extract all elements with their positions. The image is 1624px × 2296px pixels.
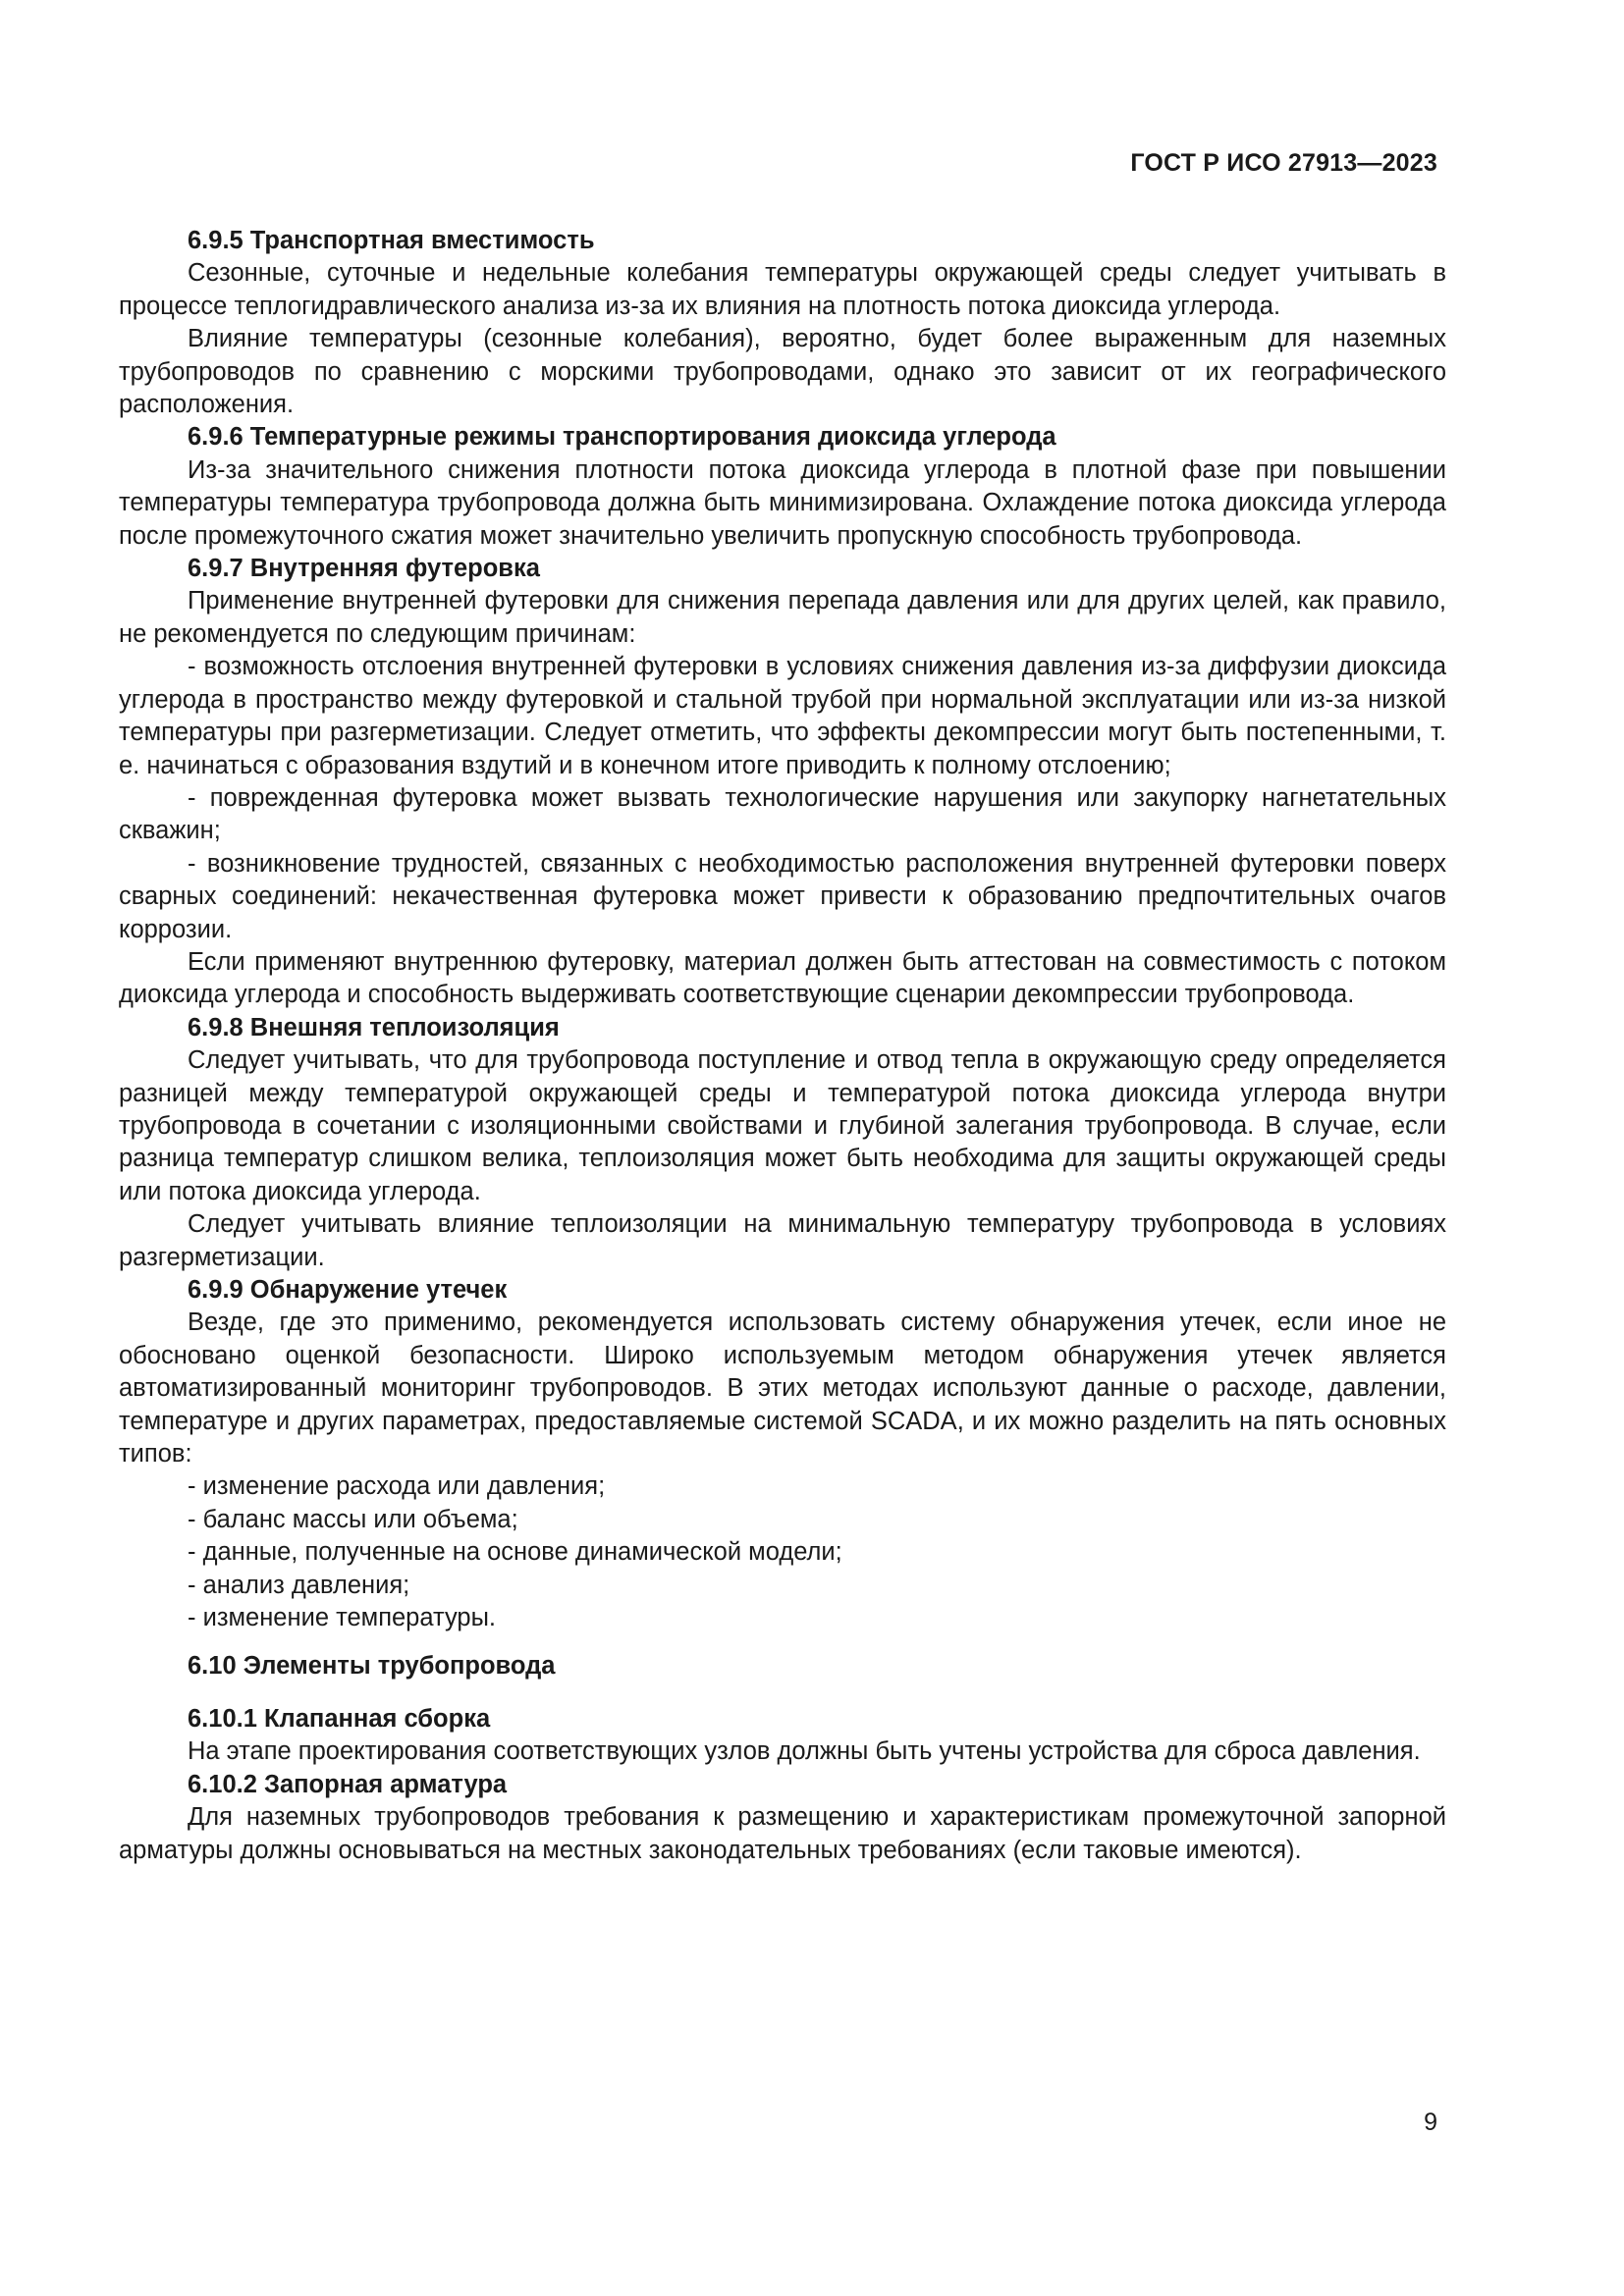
leak-detection-types-list — [119, 1470, 1446, 1634]
paragraph: Следует учитывать, что для трубопровода поступление и отвод тепла в окружающую среду определяется разницей между температурой окружающей среды и температурой потока диоксида углерода внутри трубопровода в сочетании с изоляционными свойствами и глубиной залегания трубопровода. В случае, если разница температур слишком велика, теплоизоляция может быть необходима для защиты окружающей среды или потока диоксида углерода. — [119, 1046, 1446, 1205]
paragraph: Влияние температуры (сезонные колебания), вероятно, будет более выраженным для наземных трубопроводов по сравнению с морскими трубопроводами, однако это зависит от их географического расположения. — [119, 325, 1446, 419]
paragraph: Везде, где это применимо, рекомендуется использовать систему обнаружения утечек, если иное не обосновано оценкой безопасности. Широко используемым методом обнаружения утечек является автоматизированный мониторинг трубопроводов. В этих методах используют данные о расходе, давлении, температуре и других параметрах, предоставляемые системой SCADA, и их можно разделить на пять основных типов: — [119, 1308, 1446, 1468]
section-heading-6-10-2: 6.10.2 Запорная арматура — [188, 1770, 508, 1798]
list-item: - возможность отслоения внутренней футеровки в условиях снижения давления из-за диффузии диоксида углерода в пространство между футеровкой и стальной трубой при нормальной эксплуатации или из-за низкой температуры при разгерметизации. Следует отметить, что эффекты декомпрессии могут быть постепенными, т. е. начинаться с образования вздутий и в конечном итоге приводить к полному отслоению; — [119, 653, 1446, 779]
paragraph: Если применяют внутреннюю футеровку, материал должен быть аттестован на совместимость с потоком диоксида углерода и способность выдерживать соответствующие сценарии декомпрессии трубопровода. — [119, 947, 1446, 1009]
document-code: ГОСТ Р ИСО 27913—2023 — [1130, 149, 1437, 177]
section-heading-6-9-8: 6.9.8 Внешняя теплоизоляция — [188, 1013, 560, 1041]
list-item: - анализ давления; — [188, 1571, 410, 1599]
paragraph: На этапе проектирования соответствующих узлов должны быть учтены устройства для сброса давления. — [188, 1737, 1421, 1766]
section-heading-6-10-1: 6.10.1 Клапанная сборка — [188, 1704, 491, 1733]
paragraph: Следует учитывать влияние теплоизоляции на минимальную температуру трубопровода в условиях разгерметизации. — [119, 1210, 1446, 1271]
section-heading-6-9-6: 6.9.6 Температурные режимы транспортирования диоксида углерода — [188, 423, 1056, 452]
list-item: - поврежденная футеровка может вызвать технологические нарушения или закупорку нагнетательных скважин; — [119, 783, 1446, 845]
list-item: - данные, полученные на основе динамической модели; — [188, 1538, 842, 1567]
section-heading-6-9-9: 6.9.9 Обнаружение утечек — [188, 1276, 508, 1304]
lining-reasons-list — [119, 651, 1446, 946]
paragraph: Применение внутренней футеровки для снижения перепада давления или для других целей, как правило, не рекомендуется по следующим причинам: — [119, 587, 1446, 648]
section-heading-6-9-5: 6.9.5 Транспортная вместимость — [188, 227, 595, 254]
list-item: - изменение расхода или давления; — [188, 1472, 606, 1501]
section-heading-6-9-7: 6.9.7 Внутренняя футеровка — [188, 555, 540, 583]
paragraph: Из-за значительного снижения плотности потока диоксида углерода в плотной фазе при повышении температуры температура трубопровода должна быть минимизирована. Охлаждение потока диоксида углерода после промежуточного сжатия может значительно увеличить пропускную способность трубопровода. — [119, 455, 1446, 550]
list-item: - возникновение трудностей, связанных с необходимостью расположения внутренней футеровки поверх сварных соединений: некачественная футеровка может привести к образованию предпочтительных очагов коррозии. — [119, 849, 1446, 943]
document-body — [119, 225, 1446, 1867]
list-item: - изменение температуры. — [188, 1604, 497, 1632]
section-heading-6-10: 6.10 Элементы трубопровода — [188, 1652, 556, 1681]
page-number: 9 — [1424, 2109, 1437, 2136]
list-item: - баланс массы или объема; — [188, 1505, 518, 1533]
paragraph: Сезонные, суточные и недельные колебания температуры окружающей среды следует учитывать в процессе теплогидравлического анализа из-за их влияния на плотность потока диоксида углерода. — [119, 259, 1446, 320]
paragraph: Для наземных трубопроводов требования к размещению и характеристикам промежуточной запорной арматуры должны основываться на местных законодательных требованиях (если таковые имеются). — [119, 1803, 1446, 1864]
